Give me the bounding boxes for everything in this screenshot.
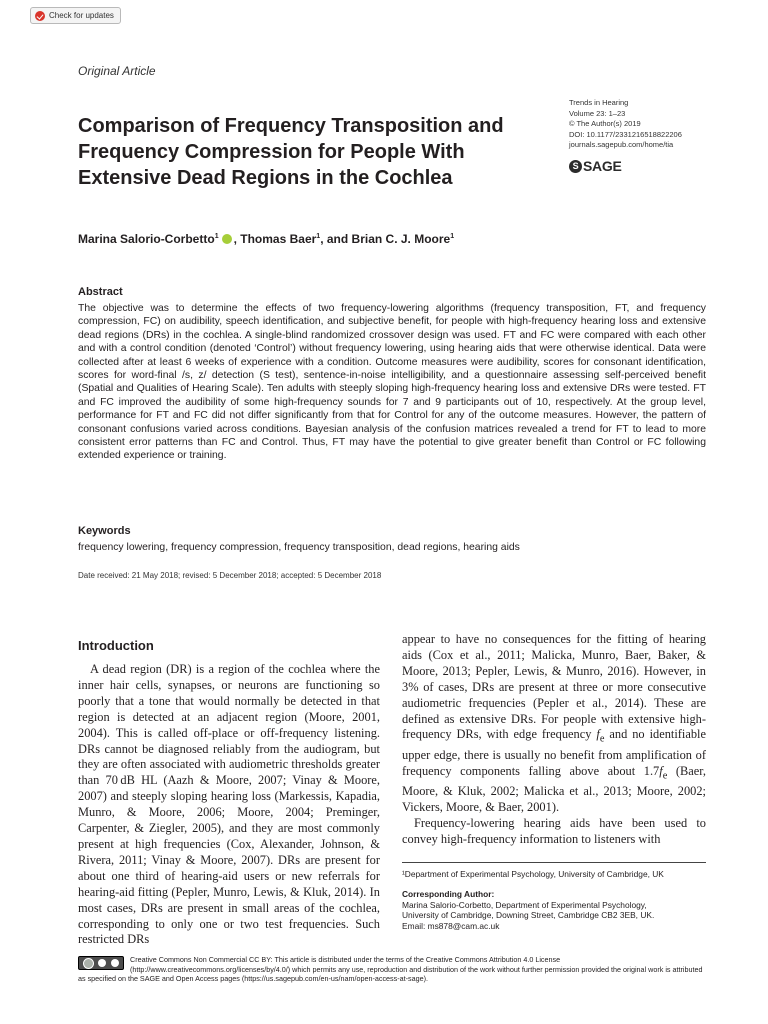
affiliation-note: ¹Department of Experimental Psychology, University of Cambridge, UK [402,869,664,879]
introduction-right-column [402,632,706,848]
introduction-left-column: A dead region (DR) is a region of the cochlea where the inner hair cells, synapses, or neurons are functioning so poorly that a tone that would normally be detected in that region is detected at an adjacent region (Moore, 2001, 2004). This is called off-place or off-frequency listening. DRs cannot be diagnosed reliably from the audiogram, but they are often associated with audiometric thresholds greater than 70 dB HL (Aazh & Moore, 2007; Vinay & Moore, 2007) and steeply sloping hearing loss (Markessis, Kapadia, Munro, & Moore, 2006; Moore, 2004; Preminger, Carpenter, & Ziegler, 2005), and they are most commonly present at high frequencies (Cox, Alexander, Johnson, & Rivera, 2011; Vinay & Moore, 2007). DRs are present for about one third of hearing-aid users or new referrals for hearing-aid fitting (Pepler, Munro, Lewis, & Kluk, 2014). In most cases, DRs are present in small areas of the cochlea, corresponding to only one or two test frequencies. Such restricted DRs [78,662,380,947]
footnotes [402,869,706,932]
journal-volume: Volume 23: 1–23 [569,108,626,118]
corresponding-author-heading: Corresponding Author: [402,888,495,899]
introduction-paragraph: appear to have no consequences for the fitting of hearing aids (Cox et al., 2011; Malicka, Munro, Baer, Baker, & Moore, 2013; Pepler, Lewis, & Munro, 2016). However, in 3% of cases, DRs are present at three or more consecutive audiometric frequencies (Pepler et al., 2014). These are defined as extensive DRs. For people with extensive high-frequency DRs, with edge frequency $f_e$ and no identifiable upper edge, there is usually no benefit from amplification of frequency components falling above about $1.7f_e$ (Baer, Moore, & Kluk, 2002; Malicka et al., 2013; Moore, 2002; Vickers, Moore, & Baer, 2001). [402,632,707,814]
affiliation-marker: 1 [214,233,219,240]
sage-s-icon: S [569,160,582,173]
author-list [78,232,454,246]
article-type: Original Article [78,64,156,78]
journal-url[interactable]: journals.sagepub.com/home/tia [569,140,674,150]
edge-frequency-symbol: f [596,727,600,742]
abstract-body: The objective was to determine the effects of two frequency-lowering algorithms (frequency transposition, FT, and frequency compression, FC) on audibility, speech identification, and subjective benefit, for people with high-frequency hearing loss and extensive dead regions (DRs) in the cochlea. A single-blind randomized crossover design was used. FT and FC were compared with each other and with a control condition (denoted ‘Control’) without frequency lowering, using hearing aids that were otherwise identical. Data were collected after at least 6 weeks of experience with a condition. Outcome measures were audibility, scores for consonant identification, scores for word-final /s, z/ detection (S test), sentence-in-noise intelligibility, and a questionnaire assessing self-perceived benefit (Spatial and Qualities of Hearing Scale). Ten adults with steeply sloping high-frequency hearing loss and extensive DRs were tested. FT and FC improved the audibility of some high-frequency sounds for 7 and 9 participants out of 10, respectively. At the group level, performance for FT and FC did not differ significantly from that for Control for any of the outcome measures. However, the pattern of consonant confusions varied across conditions. Bayesian analysis of the confusion matrices revealed a trend for FT to lead to more consistent error patterns than FC and Control. Thus, FT may have the potential to give greater benefit than Control or FC following extended experience or training. [78,303,706,462]
keywords-heading: Keywords [78,525,131,537]
check-for-updates-badge[interactable] [30,7,121,24]
journal-meta [569,98,682,151]
license-notice [78,955,706,984]
sage-wordmark: SAGE [583,158,622,174]
corresponding-author-line: Marina Salorio-Corbetto, Department of Experimental Psychology, [402,899,647,910]
affiliation-marker: 1 [316,233,321,240]
affiliation-marker: 1 [450,233,455,240]
introduction-heading: Introduction [78,638,154,653]
journal-name: Trends in Hearing [569,98,629,107]
corresponding-author-email[interactable]: Email: ms878@cam.ac.uk [402,921,500,932]
journal-copyright: © The Author(s) 2019 [569,119,641,129]
keywords-body: frequency lowering, frequency compression, frequency transposition, dead regions, hearing aids [78,542,520,553]
journal-doi[interactable]: DOI: 10.1177/2331216518822206 [569,129,682,139]
footnote-divider [402,862,706,863]
author-name[interactable]: Marina Salorio-Corbetto [78,232,215,246]
date-history: Date received: 21 May 2018; revised: 5 December 2018; accepted: 5 December 2018 [78,571,382,580]
article-title: Comparison of Frequency Transposition and Frequency Compression for People With Extensive Dead Regions in the Cochlea [78,115,504,189]
orcid-icon[interactable] [222,234,232,244]
sage-logo [569,158,621,174]
check-for-updates-label: Check for updates [49,11,114,20]
creative-commons-icon [78,956,124,970]
check-icon [35,11,45,21]
introduction-paragraph: Frequency-lowering hearing aids have been used to convey high-frequency information to listeners with [402,815,706,846]
license-text: Creative Commons Non Commercial CC BY: This article is distributed under the terms of the Creative Commons Attribution 4.0 License (http://www.creativecommons.org/licenses/by/4.0/) which permits any use, reproduction and distribution of the work without further permission provided the original work is attributed as specified on the SAGE and Open Access pages (https://us.sagepub.com/en-us/nam/open-access-at-sage). [78,955,703,984]
edge-frequency-symbol: f [659,763,663,778]
corresponding-author-line: University of Cambridge, Downing Street, Cambridge CB2 3EB, UK. [402,910,655,921]
author-name[interactable]: , and Brian C. J. Moore [320,232,451,246]
abstract-heading: Abstract [78,286,123,298]
author-name[interactable]: , Thomas Baer [233,232,317,246]
